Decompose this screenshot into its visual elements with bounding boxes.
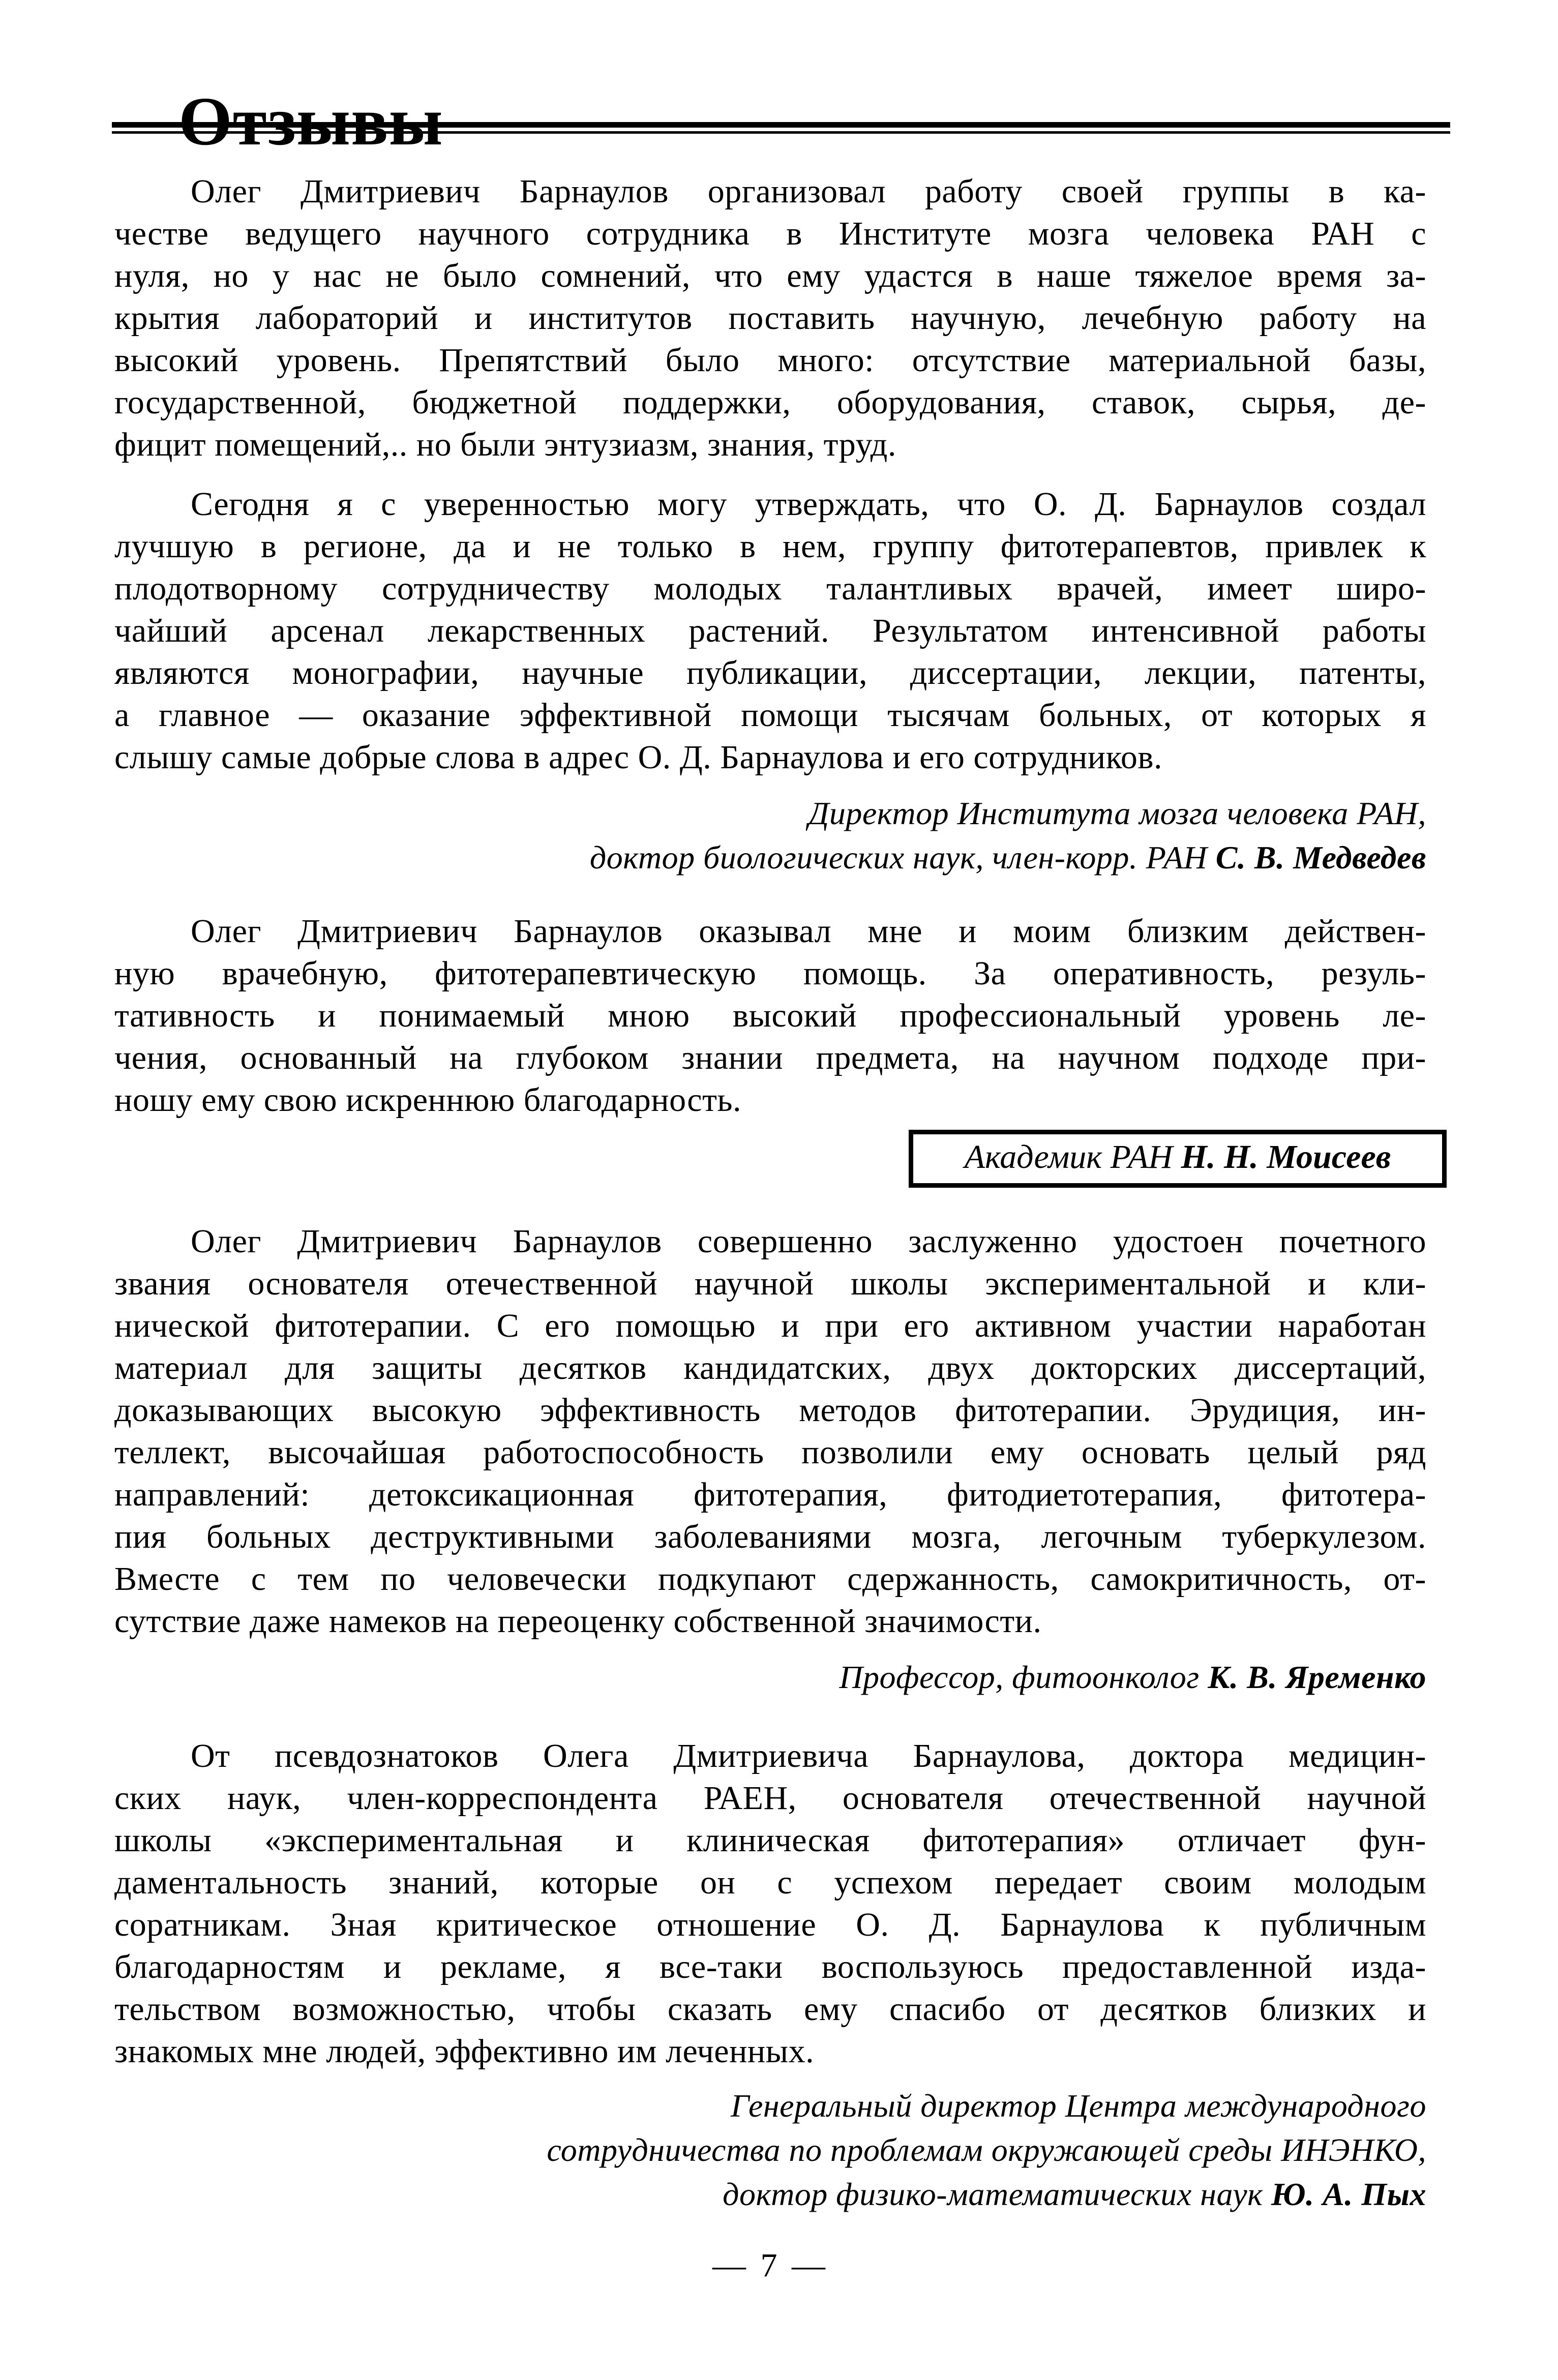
signature-role: Генеральный директор Центра международного: [731, 2088, 1426, 2124]
text-line: Олег Дмитриевич Барнаулов совершенно заслуженно удостоен почетного: [191, 1223, 1426, 1260]
page-title: Отзывы: [178, 83, 443, 160]
signature-line: [114, 2084, 1426, 2128]
text-line: тельством возможностью, чтобы сказать ему спасибо от десятков близких и: [114, 1991, 1426, 2028]
paragraph-pykh-review: [114, 1735, 1426, 2072]
text-line: направлений: детоксикационная фитотерапия, фитодиетотерапия, фитотера-: [114, 1476, 1426, 1513]
text-line: материал для защиты десятков кандидатских, двух докторских диссертаций,: [114, 1349, 1426, 1387]
signature-line: [114, 835, 1426, 880]
signature-medvedev: [114, 791, 1426, 880]
text-line: плодотворному сотрудничеству молодых талантливых врачей, имеет широ-: [114, 570, 1426, 607]
paragraph-yaremenko-review: [114, 1220, 1426, 1642]
signature-line: [114, 2128, 1426, 2172]
signature-role: Профессор, фитоонколог: [839, 1659, 1208, 1695]
signature-line: [114, 2172, 1426, 2216]
text-line: высокий уровень. Препятствий было много: отсутствие материальной базы,: [114, 342, 1426, 379]
paragraph-moiseev-review: [114, 910, 1426, 1121]
signature-yaremenko: [114, 1655, 1426, 1699]
text-line: Вместе с тем по человечески подкупают сдержанность, самокритичность, от-: [114, 1560, 1426, 1598]
text-line: Олег Дмитриевич Барнаулов организовал работу своей группы в ка-: [191, 173, 1426, 210]
signature-line: [114, 1655, 1426, 1699]
text-line: нуля, но у нас не было сомнений, что ему удастся в наше тяжелое время за-: [114, 257, 1426, 294]
text-line: пия больных деструктивными заболеваниями мозга, легочным туберкулезом.: [114, 1518, 1426, 1555]
signature-role: Директор Института мозга человека РАН,: [808, 795, 1426, 831]
text-line: фицит помещений,.. но были энтузиазм, знания, труд.: [114, 426, 896, 463]
signature-role: сотрудничества по проблемам окружающей среды ИНЭНКО,: [547, 2132, 1426, 2168]
text-line: даментальность знаний, которые он с успехом передает своим молодым: [114, 1864, 1426, 1901]
text-line: лучшую в регионе, да и не только в нем, группу фитотерапевтов, привлек к: [114, 528, 1426, 565]
text-line: чения, основанный на глубоком знании предмета, на научном подходе при-: [114, 1039, 1426, 1076]
page-number: — 7 —: [712, 2247, 828, 2284]
signature-role: доктор физико-математических наук: [723, 2176, 1272, 2212]
text-line: школы «экспериментальная и клиническая фитотерапия» отличает фун-: [114, 1822, 1426, 1859]
text-line: Сегодня я с уверенностью могу утверждать, что О. Д. Барнаулов создал: [191, 486, 1426, 523]
signature-line: [114, 791, 1426, 835]
text-line: ских наук, член-корреспондента РАЕН, основателя отечественной научной: [114, 1780, 1426, 1817]
signature-role: доктор биологических наук, член-корр. РАН: [589, 839, 1216, 876]
text-line: нической фитотерапии. С его помощью и при его активном участии наработан: [114, 1307, 1426, 1344]
text-line: тативность и понимаемый мною высокий профессиональный уровень ле-: [114, 997, 1426, 1034]
text-block: [114, 0, 1426, 2380]
signature-moiseev-box: [909, 1130, 1447, 1188]
text-line: государственной, бюджетной поддержки, оборудования, ставок, сырья, де-: [114, 384, 1426, 421]
text-line: чайший арсенал лекарственных растений. Результатом интенсивной работы: [114, 612, 1426, 649]
text-line: ную врачебную, фитотерапевтическую помощь. За оперативность, резуль-: [114, 955, 1426, 992]
signature-name: К. В. Яременко: [1208, 1659, 1426, 1695]
text-line: благодарностям и рекламе, я все-таки воспользуюсь предоставленной изда-: [114, 1948, 1426, 1985]
signature-name: Н. Н. Моисеев: [1181, 1138, 1391, 1176]
text-line: честве ведущего научного сотрудника в Институте мозга человека РАН с: [114, 215, 1426, 252]
text-line: крытия лабораторий и институтов поставить научную, лечебную работу на: [114, 299, 1426, 337]
text-line: а главное — оказание эффективной помощи тысячам больных, от которых я: [114, 697, 1426, 734]
signature-pykh: [114, 2084, 1426, 2216]
paragraph-medvedev-review-2: [114, 483, 1426, 778]
text-line: звания основателя отечественной научной школы экспериментальной и кли-: [114, 1265, 1426, 1302]
text-line: теллект, высочайшая работоспособность позволили ему основать целый ряд: [114, 1434, 1426, 1471]
signature-name: Ю. А. Пых: [1271, 2176, 1426, 2212]
text-line: соратникам. Зная критическое отношение О. Д. Барнаулова к публичным: [114, 1906, 1426, 1943]
text-line: доказывающих высокую эффективность методов фитотерапии. Эрудиция, ин-: [114, 1392, 1426, 1429]
text-line: ношу ему свою искреннюю благодарность.: [114, 1081, 742, 1119]
text-line: Олег Дмитриевич Барнаулов оказывал мне и моим близким действен-: [191, 913, 1426, 950]
text-line: От псевдознатоков Олега Дмитриевича Барнаулова, доктора медицин-: [191, 1737, 1426, 1774]
paragraph-medvedev-review: [114, 170, 1426, 466]
text-line: слышу самые добрые слова в адрес О. Д. Барнаулова и его сотрудников.: [114, 739, 1163, 776]
text-line: сутствие даже намеков на переоценку собственной значимости.: [114, 1603, 1042, 1640]
signature-role: Академик РАН: [964, 1138, 1181, 1176]
title-double-rule: [112, 122, 1450, 134]
text-line: знакомых мне людей, эффективно им леченных.: [114, 2033, 815, 2070]
text-line: являются монографии, научные публикации, диссертации, лекции, патенты,: [114, 654, 1426, 691]
signature-name: С. В. Медведев: [1215, 839, 1426, 876]
